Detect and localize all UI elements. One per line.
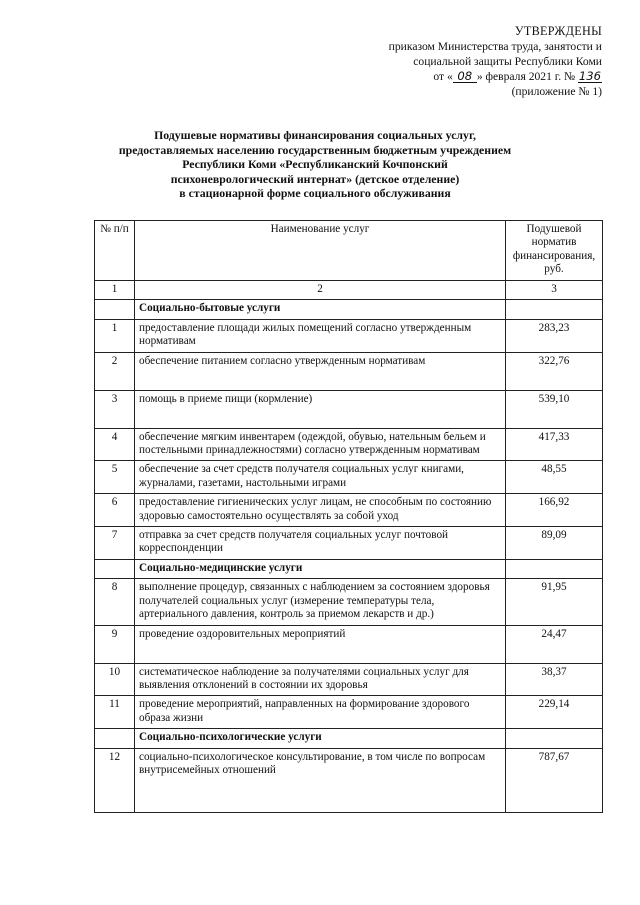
header-num: № п/п [95,221,135,281]
row-num: 6 [95,494,135,527]
row-name: проведение оздоровительных мероприятий [135,625,506,663]
row-price: 38,37 [506,663,603,696]
section-name: Социально-медицинские услуги [135,559,506,578]
approval-date-prefix: от « [433,70,453,83]
title-line-1: Подушевые нормативы финансирования социальных услуг, [154,128,476,142]
row-name: систематическое наблюдение за получателями социальных услуг для выявления отклонений в состоянии их здоровья [135,663,506,696]
column-number-1: 1 [95,281,135,300]
row-num: 12 [95,748,135,812]
table-row [95,494,603,527]
row-name: предоставление гигиенических услуг лицам, не способным по состоянию здоровью самостоятельно осуществлять за собой уход [135,494,506,527]
row-num: 11 [95,696,135,729]
section-row [95,729,603,748]
table-row [95,748,603,812]
row-name: обеспечение мягким инвентарем (одеждой, обувью, нательным бельем и постельными принадлежностями) согласно утвержденным нормативам [135,428,506,461]
row-num: 9 [95,625,135,663]
row-price: 89,09 [506,527,603,560]
header-price: Подушевой норматив финансирования, руб. [506,221,603,281]
approval-date-line [389,69,602,84]
table-row [95,352,603,390]
row-num: 3 [95,390,135,428]
approval-date-middle: » февраля 2021 г. № [476,70,576,83]
table-row [95,663,603,696]
row-name: обеспечение за счет средств получателя социальных услуг книгами, журналами, газетами, настольными играми [135,461,506,494]
table-row [95,319,603,352]
table-row [95,390,603,428]
title-line-4: психоневрологический интернат» (детское отделение) [170,171,460,186]
row-num: 8 [95,579,135,625]
header-name: Наименование услуг [135,221,506,281]
approval-order-number: 136 [578,69,602,83]
row-price: 166,92 [506,494,603,527]
table-row [95,527,603,560]
row-num: 1 [95,319,135,352]
row-price: 91,95 [506,579,603,625]
approval-block [389,24,602,99]
row-price: 48,55 [506,461,603,494]
section-row [95,559,603,578]
approval-line-1: приказом Министерства труда, занятости и [388,40,602,53]
table-row [95,579,603,625]
title-line-3: Республики Коми «Республиканский Кочпонский [182,157,448,172]
row-name: социально-психологическое консультирование, в том числе по вопросам внутрисемейных отношений [135,748,506,812]
column-number-3: 3 [506,281,603,300]
table-row [95,461,603,494]
table-row [95,428,603,461]
norms-table [94,220,603,813]
table-header-row [95,221,603,281]
row-price: 283,23 [506,319,603,352]
row-name: выполнение процедур, связанных с наблюдением за состоянием здоровья получателей социальных услуг (измерение температуры тела, артериального давления, контроль за приемом лекарств и др.) [135,579,506,625]
row-price: 539,10 [506,390,603,428]
approval-heading: УТВЕРЖДЕНЫ [514,24,602,38]
row-name: отправка за счет средств получателя социальных услуг почтовой корреспонденции [135,527,506,560]
row-price: 322,76 [506,352,603,390]
table-row [95,625,603,663]
approval-line-2: социальной защиты Республики Коми [413,55,602,68]
row-num: 4 [95,428,135,461]
row-num: 10 [95,663,135,696]
row-name: помощь в приеме пищи (кормление) [135,390,506,428]
row-num: 7 [95,527,135,560]
row-name: предоставление площади жилых помещений согласно утвержденным нормативам [135,319,506,352]
row-price: 24,47 [506,625,603,663]
section-name: Социально-психологические услуги [135,729,506,748]
approval-date-day: 08 [453,70,477,83]
column-number-row [95,281,603,300]
row-price: 229,14 [506,696,603,729]
row-name: проведение мероприятий, направленных на формирование здорового образа жизни [135,696,506,729]
section-row [95,300,603,319]
table-row [95,696,603,729]
row-num: 2 [95,352,135,390]
document-title [90,128,540,201]
row-num: 5 [95,461,135,494]
title-line-2: предоставляемых населению государственным бюджетным учреждением [118,142,512,157]
column-number-2: 2 [135,281,506,300]
row-name: обеспечение питанием согласно утвержденным нормативам [135,352,506,390]
row-price: 417,33 [506,428,603,461]
section-name: Социально-бытовые услуги [135,300,506,319]
approval-appendix: (приложение № 1) [511,85,602,98]
title-line-5: в стационарной форме социального обслуживания [179,186,451,201]
row-price: 787,67 [506,748,603,812]
